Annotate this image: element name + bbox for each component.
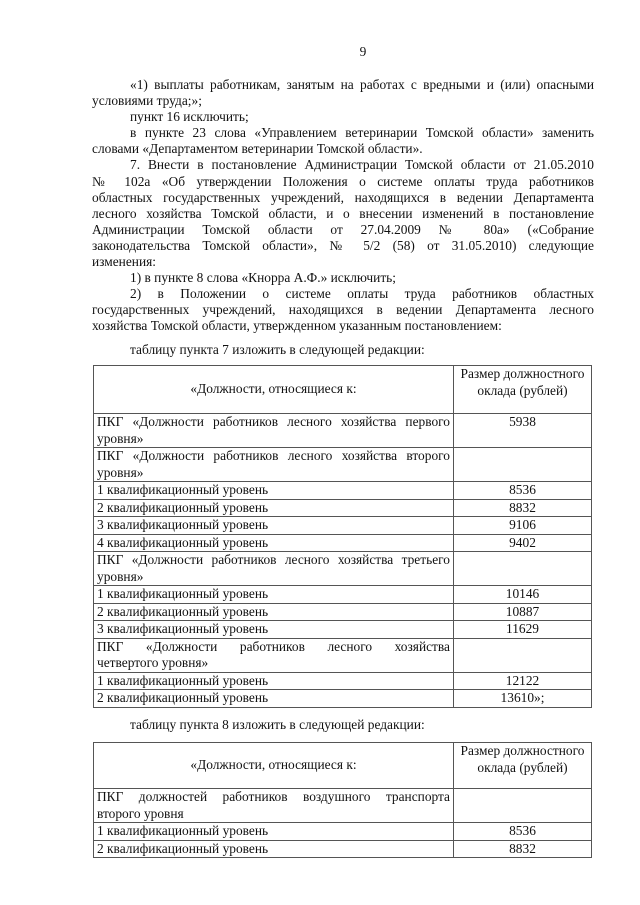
position-line: четвертого уровня»: [97, 655, 209, 670]
position-line: 1 квалификационный уровень: [97, 482, 269, 497]
text-line: законодательства Томской области», № 5/2 (58) от 31.05.2010) следующие: [92, 237, 594, 253]
table-row: [94, 517, 592, 535]
table-2-intro: таблицу пункта 8 изложить в следующей редакции:: [130, 717, 425, 732]
salary-cell: 9402: [454, 534, 592, 552]
table-header-row: [94, 743, 592, 789]
text-line: областных государственных учреждений, находящихся в ведении Департамента: [92, 189, 594, 205]
text-line: хозяйства Томской области, утвержденном указанным постановлением:: [92, 318, 502, 334]
position-cell: [94, 621, 454, 639]
position-cell: [94, 586, 454, 604]
salary-cell: 10887: [454, 603, 592, 621]
salary-table-item-7: [93, 365, 592, 708]
position-line: уровня»: [97, 568, 144, 584]
position-cell: [94, 482, 454, 500]
position-line: 2 квалификационный уровень: [97, 499, 269, 515]
position-line: 2 квалификационный уровень: [97, 690, 269, 705]
table-row: [94, 690, 592, 708]
salary-cell: [454, 638, 592, 672]
text-line: пункт 16 исключить;: [130, 109, 249, 125]
table-row: [94, 638, 592, 672]
table-row: [94, 586, 592, 604]
header-salary-line: Размер должностного: [460, 366, 585, 381]
salary-cell: 13610»;: [454, 690, 592, 708]
text-line: № 102а «Об утверждении Положения о системе оплаты труда работников: [92, 173, 594, 189]
position-line: 4 квалификационный уровень: [97, 534, 269, 550]
header-salary-line: оклада (рублей): [477, 759, 568, 775]
salary-cell: 8832: [454, 499, 592, 517]
position-line: 2 квалификационный уровень: [97, 840, 269, 856]
text-line: 7. Внести в постановление Администрации Томской области от 21.05.2010: [130, 157, 594, 173]
position-cell: [94, 448, 454, 482]
table-row: [94, 499, 592, 517]
position-cell: [94, 823, 454, 841]
table-row: [94, 621, 592, 639]
position-line: ПКГ должностей работников воздушного транспорта: [97, 789, 450, 804]
position-cell: [94, 534, 454, 552]
position-line: 1 квалификационный уровень: [97, 586, 269, 601]
position-line: ПКГ «Должности работников лесного хозяйства первого: [97, 414, 450, 429]
position-cell: [94, 672, 454, 690]
position-line: уровня»: [97, 464, 144, 480]
text-line: изменения:: [92, 254, 157, 270]
position-cell: [94, 517, 454, 535]
text-line: Администрации Томской области от 27.04.2009 № 80а» («Собрание: [92, 221, 594, 237]
position-line: 1 квалификационный уровень: [97, 823, 269, 838]
table-row: [94, 823, 592, 841]
position-cell: [94, 638, 454, 672]
text-line: в пункте 23 слова «Управлением ветеринарии Томской области» заменить: [130, 125, 594, 141]
salary-table-item-8: [93, 742, 592, 858]
page-number: 9: [359, 44, 367, 59]
table-row: [94, 840, 592, 858]
table-row: [94, 482, 592, 500]
salary-cell: 8536: [454, 823, 592, 841]
text-line: государственных учреждений, находящихся в ведении Департамента лесного: [92, 302, 594, 318]
salary-cell: 8832: [454, 840, 592, 858]
position-line: 3 квалификационный уровень: [97, 517, 269, 532]
salary-cell: 11629: [454, 621, 592, 639]
header-salary: [454, 366, 592, 414]
position-line: 1 квалификационный уровень: [97, 672, 269, 688]
position-line: ПКГ «Должности работников лесного хозяйства третьего: [97, 552, 450, 567]
text-line: 1) в пункте 8 слова «Кнорра А.Ф.» исключить;: [130, 270, 397, 286]
salary-cell: 8536: [454, 482, 592, 500]
table-row: [94, 672, 592, 690]
document-body: [92, 77, 594, 335]
salary-cell: 12122: [454, 672, 592, 690]
table-row: [94, 448, 592, 482]
position-line: уровня»: [97, 430, 144, 446]
text-line: условиями труда;»;: [92, 93, 202, 109]
salary-cell: 10146: [454, 586, 592, 604]
table-header-row: [94, 366, 592, 414]
position-line: ПКГ «Должности работников лесного хозяйства: [97, 638, 450, 654]
table-row: [94, 414, 592, 448]
table-1-intro: таблицу пункта 7 изложить в следующей редакции:: [130, 342, 425, 357]
table-row: [94, 789, 592, 823]
salary-cell: 9106: [454, 517, 592, 535]
position-cell: [94, 552, 454, 586]
header-positions: «Должности, относящиеся к:: [94, 743, 454, 789]
header-salary-line: Размер должностного: [460, 743, 585, 758]
position-line: второго уровня: [97, 805, 184, 821]
position-line: ПКГ «Должности работников лесного хозяйства второго: [97, 448, 450, 463]
position-cell: [94, 499, 454, 517]
salary-cell: [454, 789, 592, 823]
table-row: [94, 552, 592, 586]
position-line: 3 квалификационный уровень: [97, 621, 269, 636]
header-salary-line: оклада (рублей): [477, 382, 568, 398]
table-row: [94, 603, 592, 621]
position-cell: [94, 789, 454, 823]
position-line: 2 квалификационный уровень: [97, 603, 269, 619]
header-positions: «Должности, относящиеся к:: [94, 366, 454, 414]
position-cell: [94, 603, 454, 621]
text-line: «1) выплаты работникам, занятым на работах с вредными и (или) опасными: [130, 77, 594, 92]
header-salary: [454, 743, 592, 789]
salary-cell: 5938: [454, 414, 592, 448]
table-row: [94, 534, 592, 552]
text-line: словами «Департаментом ветеринарии Томской области».: [92, 141, 423, 157]
position-cell: [94, 414, 454, 448]
text-line: лесного хозяйства Томской области, и о внесении изменений в постановление: [92, 205, 594, 221]
position-cell: [94, 840, 454, 858]
salary-cell: [454, 552, 592, 586]
position-cell: [94, 690, 454, 708]
text-line: 2) в Положении о системе оплаты труда работников областных: [130, 286, 594, 302]
salary-cell: [454, 448, 592, 482]
